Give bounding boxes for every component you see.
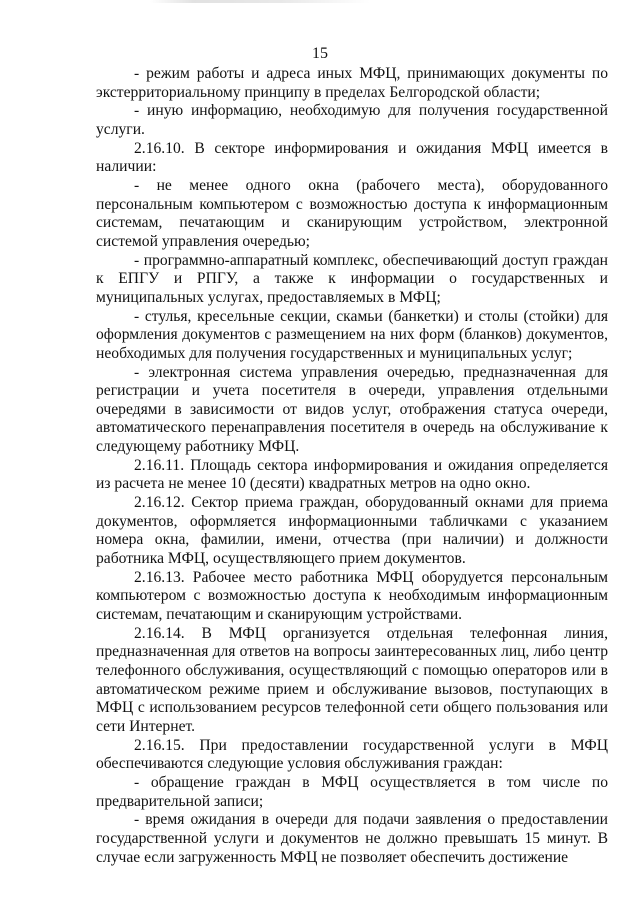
paragraph-hardware-complex: - программно-аппаратный комплекс, обеспечивающий доступ граждан к ЕПГУ и РПГУ, а также к информации о государственных и муниципальных услугах, предоставляемых в МФЦ;: [96, 251, 608, 306]
paragraph-2-16-11: 2.16.11. Площадь сектора информирования и ожидания определяется из расчета не менее 10 (десяти) квадратных метров на одно окно.: [96, 456, 608, 493]
paragraph-2-16-10: 2.16.10. В секторе информирования и ожидания МФЦ имеется в наличии:: [96, 139, 608, 176]
paragraph-2-16-13: 2.16.13. Рабочее место работника МФЦ оборудуется персональным компьютером с возможностью доступа к необходимым информационным системам, печатающим и сканирующим устройствами.: [96, 568, 608, 624]
page-number: 15: [312, 45, 328, 62]
paragraph-other-info: - иную информацию, необходимую для получения государственной услуги.: [96, 102, 608, 138]
paragraph-2-16-15: 2.16.15. При предоставлении государственной услуги в МФЦ обеспечиваются следующие условия обслуживания граждан:: [96, 736, 608, 773]
paragraph-2-16-12: 2.16.12. Сектор приема граждан, оборудованный окнами для приема документов, оформляется информационными табличками с указанием номера окна, фамилии, имени, отчества (при наличии) и должности работника МФЦ, осуществляющего прием документов.: [96, 494, 608, 568]
paragraph-mfc-addresses: - режим работы и адреса иных МФЦ, принимающих документы по экстерриториальному принципу в пределах Белгородской области;: [96, 65, 608, 101]
scan-artifact: [150, 0, 370, 3]
document-body: [96, 65, 608, 867]
paragraph-pre-registration: - обращение граждан в МФЦ осуществляется в том числе по предварительной записи;: [96, 773, 608, 810]
paragraph-furniture: - стулья, кресельные секции, скамьи (банкетки) и столы (стойки) для оформления документов с размещением на них форм (бланков) документов, необходимых для получения государственных и муниципальных услуг;: [96, 307, 608, 362]
paragraph-window-workplace: - не менее одного окна (рабочего места), оборудованного персональным компьютером с возможностью доступа к информационным системам, печатающим и сканирующим устройством, электронной системой управления очередью;: [96, 176, 608, 250]
paragraph-queue-system: - электронная система управления очередью, предназначенная для регистрации и учета посетителя в очереди, управления отдельными очередями в зависимости от видов услуг, отображения статуса очереди, автоматического перенаправления посетителя в очередь на обслуживание к следующему работнику МФЦ.: [96, 363, 608, 456]
paragraph-2-16-14: 2.16.14. В МФЦ организуется отдельная телефонная линия, предназначенная для ответов на вопросы заинтересованных лиц, либо центр телефонного обслуживания, осуществляющий с помощью операторов или в автоматическом режиме прием и обслуживание вызовов, поступающих в МФЦ с использованием ресурсов телефонной сети общего пользования или сети Интернет.: [96, 624, 608, 735]
paragraph-waiting-time: - время ожидания в очереди для подачи заявления о предоставлении государственной услуги и документов не должно превышать 15 минут. В случае если загруженность МФЦ не позволяет обеспечить достижение: [96, 811, 608, 866]
